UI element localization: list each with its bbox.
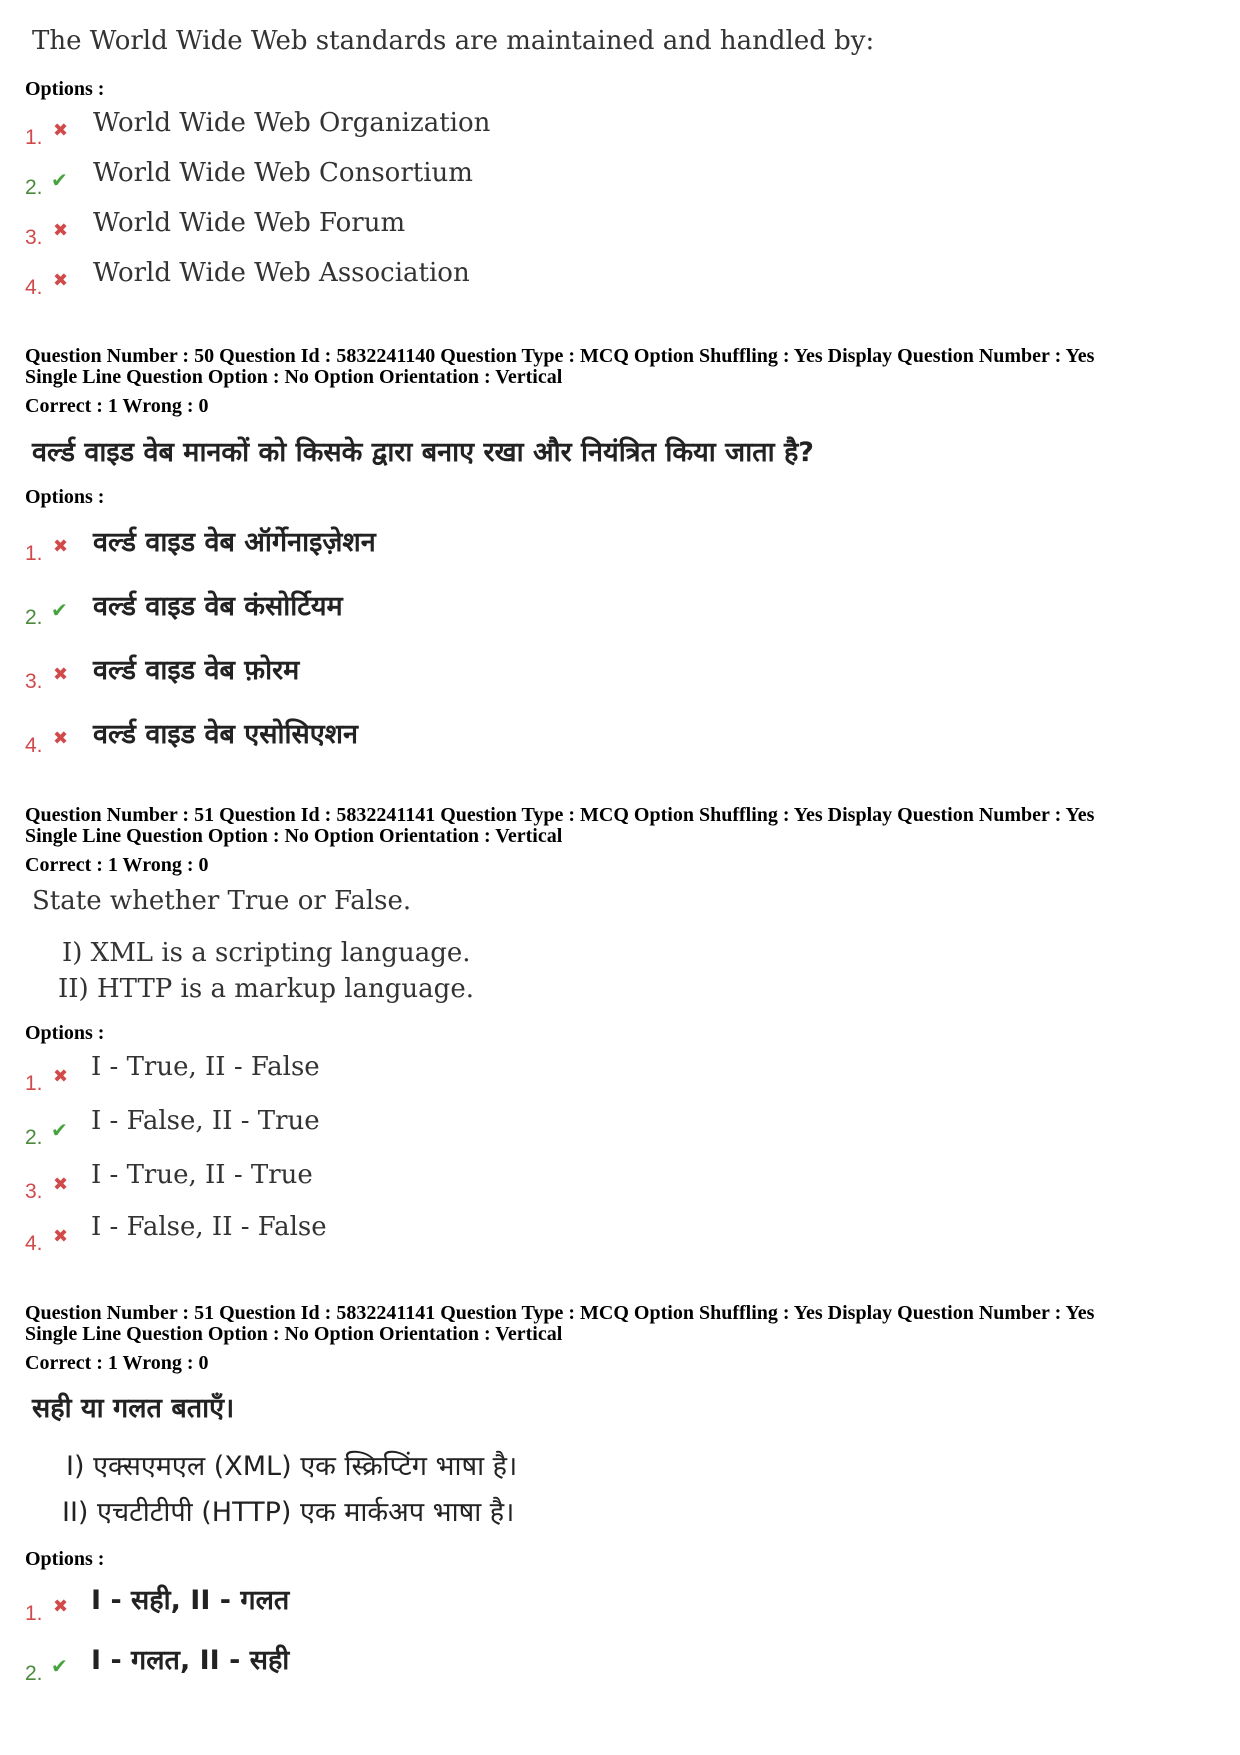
cross-icon: ✖ — [53, 1226, 69, 1247]
option-number: 1. — [25, 542, 43, 565]
option-text: I - True, II - True — [91, 1160, 313, 1190]
option-3 — [25, 208, 625, 249]
option-number: 3. — [25, 670, 43, 693]
check-icon: ✔ — [51, 598, 68, 622]
option-text: World Wide Web Association — [93, 258, 470, 288]
option-text: World Wide Web Organization — [93, 108, 491, 138]
cross-icon: ✖ — [53, 664, 69, 685]
option-4 — [25, 258, 625, 299]
option-3 — [25, 1160, 625, 1203]
question-text: वर्ल्ड वाइड वेब मानकों को किसके द्वारा बनाए रखा और नियंत्रित किया जाता है? — [32, 437, 814, 468]
score-info: Correct : 1 Wrong : 0 — [25, 395, 209, 417]
statement-1: I) एक्सएमएल (XML) एक स्क्रिप्टिंग भाषा है। — [66, 1451, 518, 1482]
option-number: 2. — [25, 1126, 43, 1149]
option-2 — [25, 586, 625, 629]
question-text: State whether True or False. — [32, 886, 412, 916]
option-number: 3. — [25, 226, 43, 249]
option-number: 2. — [25, 176, 43, 199]
question-meta: Question Number : 51 Question Id : 5832241141 Question Type : MCQ Option Shuffling : Yes Display Question Number : Yes — [25, 1302, 1095, 1324]
option-2 — [25, 1640, 625, 1685]
option-1 — [25, 1580, 625, 1625]
option-number: 1. — [25, 1602, 43, 1625]
option-text: World Wide Web Consortium — [93, 158, 473, 188]
option-number: 4. — [25, 1232, 43, 1255]
option-1 — [25, 522, 625, 565]
options-label: Options : — [25, 78, 105, 100]
option-text: I - गलत, II - सही — [91, 1645, 290, 1676]
options-label: Options : — [25, 486, 105, 508]
option-3 — [25, 650, 625, 693]
option-2 — [25, 1106, 625, 1149]
option-4 — [25, 1212, 625, 1255]
check-icon: ✔ — [51, 1654, 68, 1678]
cross-icon: ✖ — [53, 728, 69, 749]
check-icon: ✔ — [51, 168, 68, 192]
option-text: वर्ल्ड वाइड वेब कंसोर्टियम — [93, 591, 343, 622]
statement-2: II) HTTP is a markup language. — [58, 974, 474, 1004]
option-text: I - False, II - True — [91, 1106, 320, 1136]
statement-2: II) एचटीटीपी (HTTP) एक मार्कअप भाषा है। — [62, 1497, 515, 1528]
option-4 — [25, 714, 625, 757]
question-meta-2: Single Line Question Option : No Option Orientation : Vertical — [25, 366, 563, 388]
option-text: I - False, II - False — [91, 1212, 327, 1242]
question-meta: Question Number : 51 Question Id : 5832241141 Question Type : MCQ Option Shuffling : Yes Display Question Number : Yes — [25, 804, 1095, 826]
statement-1: I) XML is a scripting language. — [62, 938, 471, 968]
option-text: वर्ल्ड वाइड वेब ऑर्गेनाइज़ेशन — [93, 527, 376, 558]
cross-icon: ✖ — [53, 1174, 69, 1195]
cross-icon: ✖ — [53, 1066, 69, 1087]
question-meta-2: Single Line Question Option : No Option Orientation : Vertical — [25, 1323, 563, 1345]
question-meta-2: Single Line Question Option : No Option Orientation : Vertical — [25, 825, 563, 847]
option-number: 1. — [25, 126, 43, 149]
option-1 — [25, 108, 625, 149]
score-info: Correct : 1 Wrong : 0 — [25, 854, 209, 876]
options-label: Options : — [25, 1548, 105, 1570]
check-icon: ✔ — [51, 1118, 68, 1142]
option-text: I - सही, II - गलत — [91, 1585, 290, 1616]
cross-icon: ✖ — [53, 120, 69, 141]
option-text: I - True, II - False — [91, 1052, 320, 1082]
option-2 — [25, 158, 625, 199]
options-label: Options : — [25, 1022, 105, 1044]
cross-icon: ✖ — [53, 536, 69, 557]
option-number: 3. — [25, 1180, 43, 1203]
option-number: 4. — [25, 734, 43, 757]
option-number: 1. — [25, 1072, 43, 1095]
option-number: 2. — [25, 1662, 43, 1685]
option-text: वर्ल्ड वाइड वेब फ़ोरम — [93, 655, 300, 686]
option-number: 2. — [25, 606, 43, 629]
score-info: Correct : 1 Wrong : 0 — [25, 1352, 209, 1374]
option-1 — [25, 1052, 625, 1095]
option-text: वर्ल्ड वाइड वेब एसोसिएशन — [93, 719, 358, 750]
option-text: World Wide Web Forum — [93, 208, 406, 238]
option-number: 4. — [25, 276, 43, 299]
question-text: The World Wide Web standards are maintained and handled by: — [32, 26, 875, 56]
question-text: सही या गलत बताएँ। — [32, 1393, 235, 1424]
cross-icon: ✖ — [53, 270, 69, 291]
cross-icon: ✖ — [53, 1596, 69, 1617]
question-meta: Question Number : 50 Question Id : 5832241140 Question Type : MCQ Option Shuffling : Yes Display Question Number : Yes — [25, 345, 1095, 367]
cross-icon: ✖ — [53, 220, 69, 241]
